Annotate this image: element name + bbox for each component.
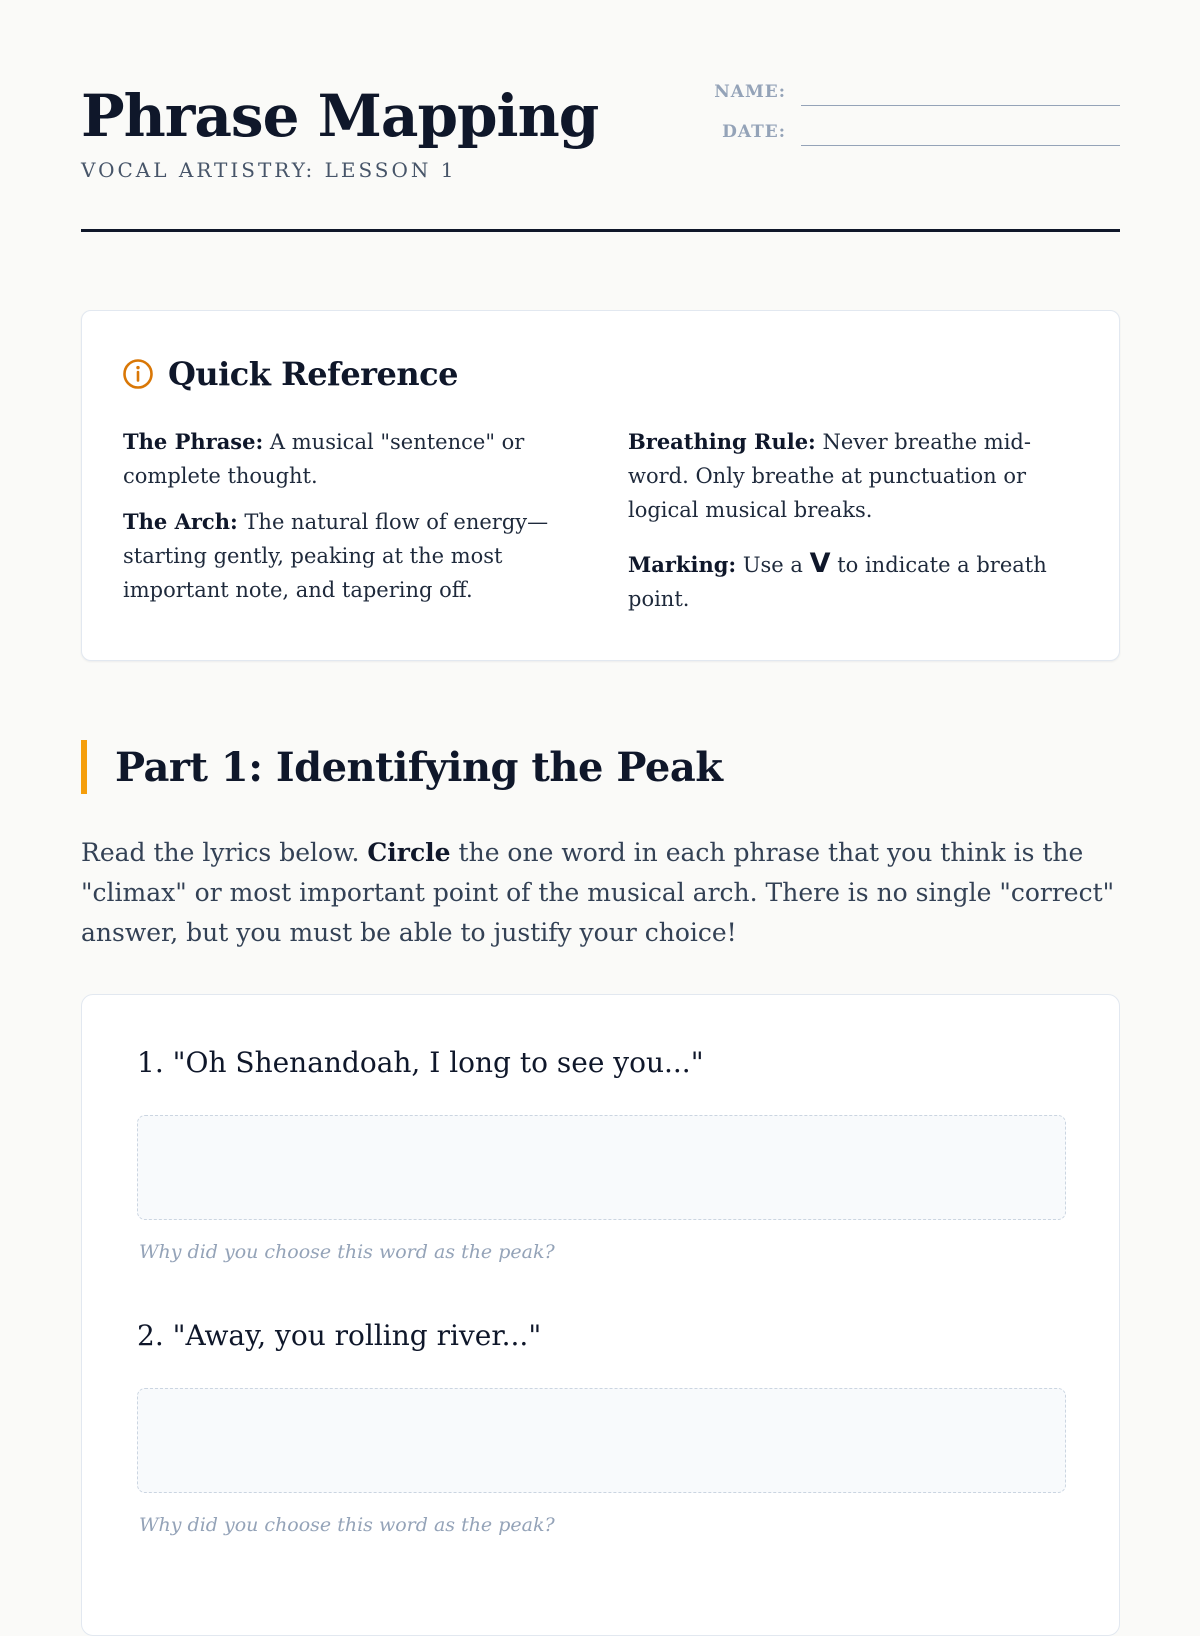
date-field[interactable] [638, 118, 1120, 150]
quick-reference-title: Quick Reference [168, 355, 458, 393]
instructions-pre: Read the lyrics below. [81, 838, 368, 867]
arch-text: The natural flow of energy—starting gently, peaking at the most important note, and tapering off. [123, 510, 549, 602]
marking-term: Marking: [628, 552, 737, 577]
phrase-text: A musical "sentence" or complete thought. [123, 430, 525, 488]
answer-box[interactable] [137, 1388, 1066, 1493]
quick-reference-heading [122, 354, 458, 394]
breathing-text: Never breathe mid-word. Only breathe at punctuation or logical musical breaks. [628, 430, 1031, 522]
instructions-post: the one word in each phrase that you think is the "climax" or most important point of the musical arch. There is no single "correct" answer, but you must be able to justify your choice! [81, 838, 1115, 947]
breathing-rule [628, 425, 1078, 527]
part1-heading [81, 740, 722, 794]
marking-rule [628, 547, 1078, 616]
exercise-card [81, 994, 1120, 1636]
part1-instructions [81, 833, 1120, 953]
page-title: Phrase Mapping [81, 82, 599, 150]
justification-prompt: Why did you choose this word as the peak? [139, 1514, 555, 1536]
arch-term: The Arch: [123, 509, 238, 534]
date-label: DATE: [722, 122, 786, 142]
answer-box[interactable] [137, 1115, 1066, 1220]
phrase-definition [123, 425, 563, 493]
marking-post: to indicate a breath point. [628, 553, 1047, 611]
date-line[interactable] [801, 145, 1120, 146]
part1-title: Part 1: Identifying the Peak [115, 743, 723, 791]
instructions-bold: Circle [367, 838, 451, 867]
phrase-term: The Phrase: [123, 429, 264, 454]
reference-right-column [628, 425, 1078, 628]
info-icon [122, 358, 154, 390]
name-line[interactable] [801, 105, 1120, 106]
reference-left-column [123, 425, 563, 619]
breathing-term: Breathing Rule: [628, 429, 816, 454]
page-subtitle: VOCAL ARTISTRY: LESSON 1 [81, 158, 457, 182]
justification-prompt: Why did you choose this word as the peak? [139, 1241, 555, 1263]
exercise-item [137, 1318, 1067, 1536]
exercise-item [137, 1045, 1067, 1263]
name-label: NAME: [714, 82, 786, 102]
name-field[interactable] [638, 78, 1120, 110]
quick-reference-card [81, 310, 1120, 661]
arch-definition [123, 505, 563, 607]
page-header [81, 0, 1120, 232]
breath-mark-symbol: V [809, 548, 831, 579]
lyric-phrase: 1. "Oh Shenandoah, I long to see you..." [137, 1046, 704, 1079]
marking-pre: Use a [736, 553, 810, 577]
lyric-phrase: 2. "Away, you rolling river..." [137, 1319, 542, 1352]
